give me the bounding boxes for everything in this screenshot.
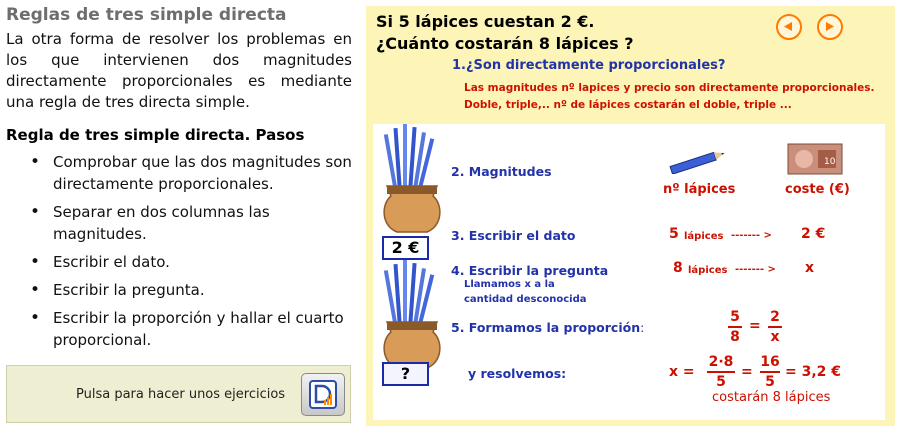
svg-text:10: 10	[824, 157, 836, 167]
example-panel	[366, 6, 895, 426]
question-unit: lápices	[688, 265, 728, 276]
solution-equals: =	[741, 364, 753, 380]
fraction-denominator: 8	[730, 329, 740, 345]
fraction-denominator: 5	[716, 374, 726, 390]
step-magnitudes: 2. Magnitudes	[451, 164, 552, 179]
fraction-denominator: 5	[765, 374, 775, 390]
explanation-line-1: Las magnitudes nº lapices y precio son directamente proporcionales.	[464, 82, 875, 94]
next-arrow-icon	[824, 21, 835, 32]
solution-result: = 3,2 €	[785, 364, 842, 380]
fraction-numerator: 2·8	[708, 354, 734, 370]
exercise-button[interactable]	[301, 373, 345, 416]
problem-line-1: Si 5 lápices cuestan 2 €.	[376, 12, 595, 31]
data-unit: lápices	[684, 231, 724, 242]
question-note	[464, 277, 587, 307]
steps-heading: Regla de tres simple directa. Pasos	[6, 126, 305, 144]
fraction-numerator: 16	[760, 354, 780, 370]
problem-line-2: ¿Cuánto costarán 8 lápices ?	[376, 34, 634, 53]
step-data: 3. Escribir el dato	[451, 228, 576, 243]
step-question: 4. Escribir la pregunta	[451, 263, 609, 278]
proportion-right-fraction	[768, 309, 782, 345]
proportion-left-fraction	[728, 309, 742, 345]
solution-fraction-1	[707, 354, 735, 390]
fraction-denominator: x	[770, 329, 780, 345]
question-note-line-1: Llamamos x a la	[464, 279, 555, 290]
explanation-line-2: Doble, triple,.. nº de lápices costarán el doble, triple ...	[464, 99, 792, 111]
chart-document-icon	[308, 379, 338, 410]
question-note-line-2: cantidad desconocida	[464, 294, 587, 305]
step-proportion-label: 5. Formamos la proporción	[451, 320, 641, 335]
data-arrow: ------- >	[731, 230, 772, 241]
price-known-box: 2 €	[382, 236, 429, 260]
result-note: costarán 8 lápices	[712, 390, 831, 405]
list-item: • Escribir la pregunta.	[30, 279, 352, 301]
steps-list	[30, 151, 352, 357]
list-item: • Separar en dos columnas las magnitudes.	[30, 201, 352, 245]
prev-button[interactable]	[776, 14, 802, 40]
question-quantity: 8	[673, 260, 683, 276]
question-proportional: 1.¿Son directamente proporcionales?	[452, 58, 726, 73]
banknote-icon	[786, 140, 844, 178]
proportional-explanation	[464, 80, 875, 114]
lesson-column	[0, 0, 356, 448]
solution-fraction-2	[760, 354, 780, 390]
magnitude-cost: coste (€)	[785, 182, 850, 197]
prev-arrow-icon	[783, 21, 794, 32]
question-x: x	[805, 260, 815, 276]
step-proportion	[451, 320, 644, 335]
question-arrow: ------- >	[735, 264, 776, 275]
exercise-panel	[6, 365, 351, 423]
intro-paragraph: La otra forma de resolver los problemas en los que intervienen dos magnitudes directamente proporcionales es mediante una regla de tres directa simple.	[6, 30, 352, 111]
price-unknown-box: ?	[382, 362, 429, 386]
pencil-jar-icon	[379, 260, 445, 372]
solve-label: y resolvemos:	[468, 366, 567, 381]
fraction-numerator: 5	[730, 309, 740, 325]
pencil-jar-icon	[379, 124, 445, 236]
solution-x: x =	[669, 364, 695, 380]
magnitude-pencils: nº lápices	[663, 182, 736, 197]
pencil-icon	[666, 150, 728, 174]
step-proportion-colon: :	[640, 320, 645, 335]
list-item: • Escribir la proporción y hallar el cuarto proporcional.	[30, 307, 352, 351]
solution-area	[373, 124, 885, 420]
data-quantity: 5	[669, 226, 679, 242]
lesson-title: Reglas de tres simple directa	[6, 5, 287, 25]
fraction-numerator: 2	[770, 309, 780, 325]
list-item: • Escribir el dato.	[30, 251, 352, 273]
next-button[interactable]	[817, 14, 843, 40]
data-price: 2 €	[801, 226, 826, 242]
proportion-equals: =	[749, 318, 761, 334]
exercise-label: Pulsa para hacer unos ejercicios	[76, 387, 286, 402]
list-item: • Comprobar que las dos magnitudes son directamente proporcionales.	[30, 151, 352, 195]
problem-statement	[376, 11, 634, 55]
